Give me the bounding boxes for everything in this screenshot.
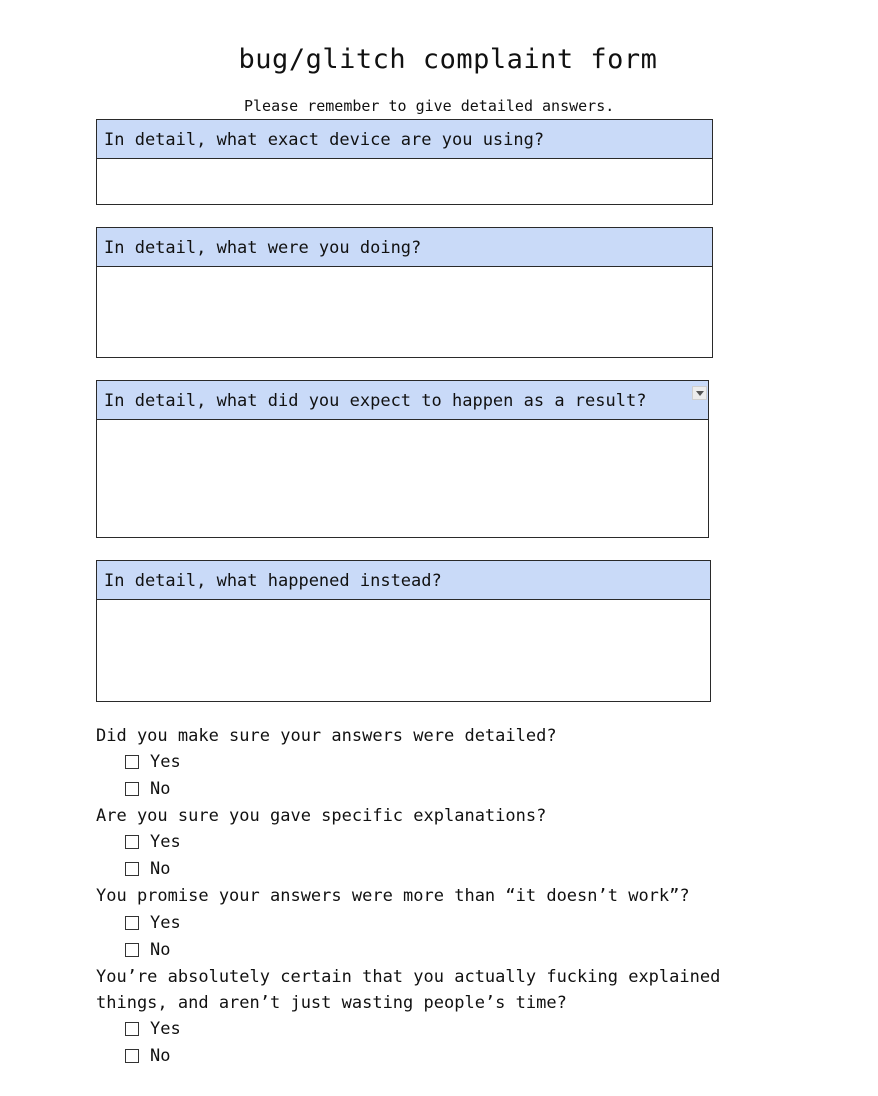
option-yes[interactable] — [125, 913, 181, 933]
option-no[interactable] — [125, 859, 170, 879]
checkbox-question-certain: You’re absolutely certain that you actually fucking explained — [96, 967, 721, 987]
checkbox-question-specific: Are you sure you gave specific explanations? — [96, 806, 547, 826]
checkbox[interactable] — [125, 782, 139, 796]
checkbox[interactable] — [125, 943, 139, 957]
checkbox[interactable] — [125, 862, 139, 876]
option-label: No — [150, 779, 171, 799]
option-no[interactable] — [125, 779, 170, 799]
question-box-device — [96, 119, 713, 205]
form-title: bug/glitch complaint form — [238, 44, 658, 75]
option-no[interactable] — [125, 940, 170, 960]
answer-field-device[interactable] — [97, 159, 712, 204]
question-label-device: In detail, what exact device are you using? — [97, 120, 712, 159]
option-no[interactable] — [125, 1046, 170, 1066]
option-yes[interactable] — [125, 1019, 181, 1039]
checkbox-question-certain-line2: things, and aren’t just wasting people’s time? — [96, 993, 567, 1013]
option-label: No — [150, 1046, 171, 1066]
question-box-activity — [96, 227, 713, 358]
option-label: No — [150, 940, 171, 960]
option-label: No — [150, 859, 171, 879]
checkbox[interactable] — [125, 835, 139, 849]
form-subtitle: Please remember to give detailed answers. — [244, 97, 615, 115]
question-box-outcome — [96, 560, 711, 702]
option-label: Yes — [150, 752, 181, 772]
chevron-down-icon[interactable] — [692, 386, 707, 400]
checkbox[interactable] — [125, 755, 139, 769]
question-label-expectation: In detail, what did you expect to happen as a result? — [97, 381, 708, 420]
option-label: Yes — [150, 1019, 181, 1039]
checkbox[interactable] — [125, 1049, 139, 1063]
answer-field-activity[interactable] — [97, 267, 712, 357]
checkbox-question-promise: You promise your answers were more than “it doesn’t work”? — [96, 886, 690, 906]
checkbox-question-detailed: Did you make sure your answers were detailed? — [96, 726, 557, 746]
answer-field-outcome[interactable] — [97, 600, 710, 701]
checkbox[interactable] — [125, 1022, 139, 1036]
answer-field-expectation[interactable] — [97, 420, 708, 537]
option-yes[interactable] — [125, 752, 181, 772]
checkbox[interactable] — [125, 916, 139, 930]
question-label-outcome: In detail, what happened instead? — [97, 561, 710, 600]
option-yes[interactable] — [125, 832, 181, 852]
option-label: Yes — [150, 832, 181, 852]
question-label-activity: In detail, what were you doing? — [97, 228, 712, 267]
question-box-expectation — [96, 380, 709, 538]
option-label: Yes — [150, 913, 181, 933]
